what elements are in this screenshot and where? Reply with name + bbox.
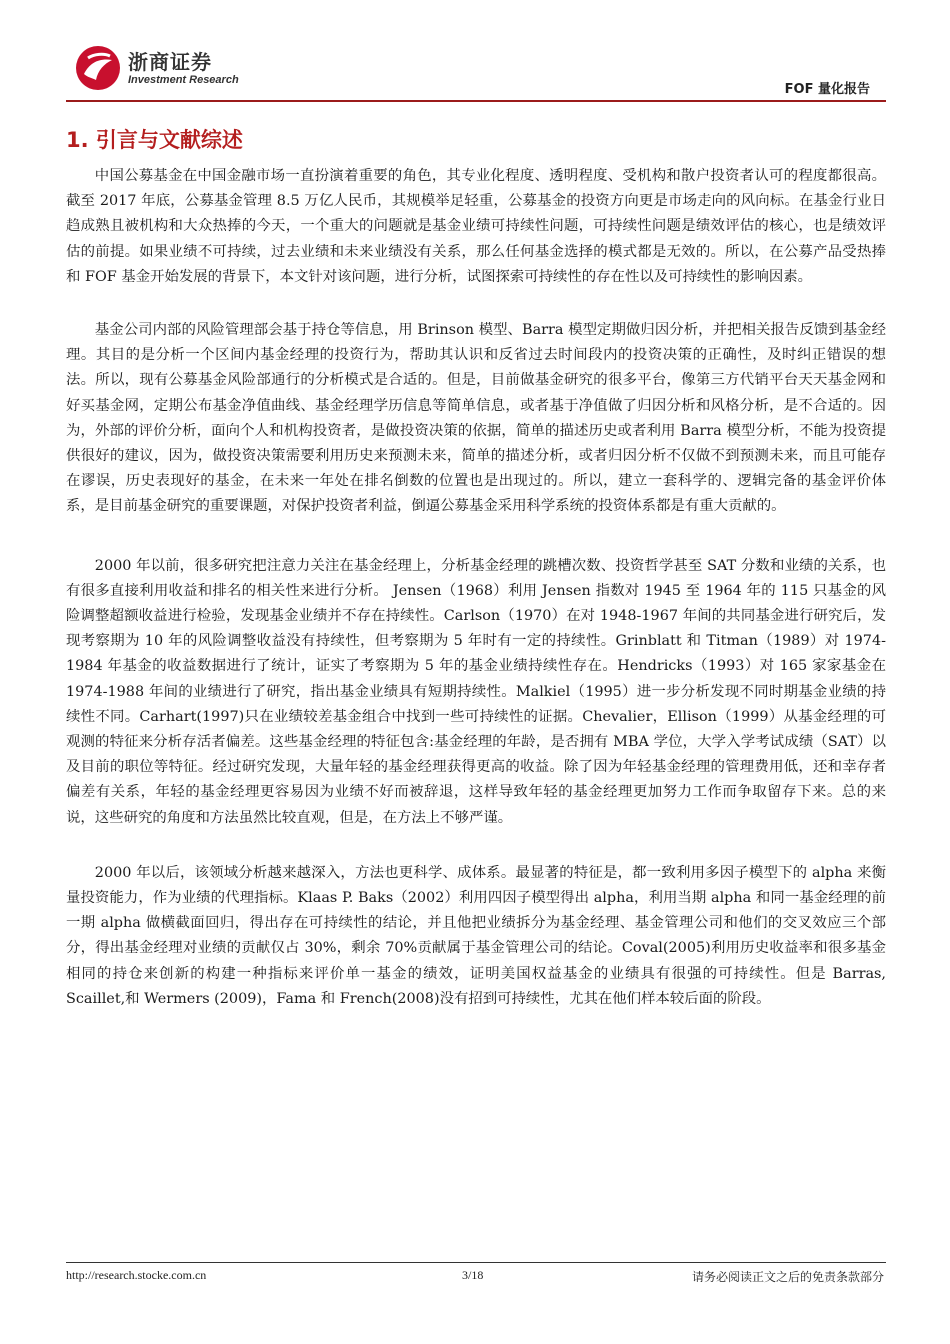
report-type-label: FOF 量化报告 bbox=[784, 82, 870, 97]
footer-divider bbox=[66, 1262, 886, 1263]
brand-name-en: Investment Research bbox=[128, 74, 239, 86]
brand-name-cn: 浙商证券 bbox=[128, 50, 212, 74]
section-title: 1. 引言与文献综述 bbox=[66, 128, 243, 152]
paragraph: 中国公募基金在中国金融市场一直扮演着重要的角色，其专业化程度、透明程度、受机构和散户投资者认可的程度都很高。截至 2017 年底，公募基金管理 8.5 万亿人民币，其规模举足轻重，公募基金的投资方向更是市场走向的风向标。在基金行业日趋成熟且被机构和大众热捧的今天，一个重大的问题就是基金业绩可持续性问题，可持续性问题是绩效评估的核心，也是绩效评估的前提。如果业绩不可持续，过去业绩和未来业绩没有关系，那么任何基金选择的模式都是无效的。所以，在公募产品受热捧和 FOF 基金开始发展的背景下，本文针对该问题，进行分析，试图探索可持续性的存在性以及可持续性的影响因素。 bbox=[66, 168, 886, 285]
page-header bbox=[0, 0, 950, 104]
page-number: 3/18 bbox=[462, 1268, 484, 1282]
body-text bbox=[66, 164, 886, 1012]
paragraph: 基金公司内部的风险管理部会基于持仓等信息，用 Brinson 模型、Barra 模型定期做归因分析，并把相关报告反馈到基金经理。其目的是分析一个区间内基金经理的投资行为，帮助其认识和反省过去时间段内的投资决策的正确性，及时纠正错误的想法。所以，现有公募基金风险部通行的分析模式是合适的。但是，目前做基金研究的很多平台，像第三方代销平台天天基金网和好买基金网，定期公布基金净值曲线、基金经理学历信息等简单信息，或者基于净值做了归因分析和风格分析，是不合适的。因为，外部的评价分析，面向个人和机构投资者，是做投资决策的依据，简单的描述历史或者利用 Barra 模型分析，不能为投资提供很好的建议，因为，做投资决策需要利用历史来预测未来，简单的描述分析，或者归因分析不仅做不到预测未来，而且可能存在谬误，历史表现好的基金，在未来一年处在排名倒数的位置也是出现过的。所以，建立一套科学的、逻辑完备的基金评价体系，是目前基金研究的重要课题，对保护投资者利益，倒逼公募基金采用科学系统的投资体系都是有重大贡献的。 bbox=[66, 322, 886, 515]
footer-url-link[interactable]: http://research.stocke.com.cn bbox=[66, 1268, 207, 1282]
paragraph: 2000 年以前，很多研究把注意力关注在基金经理上，分析基金经理的跳槽次数、投资哲学甚至 SAT 分数和业绩的关系，也有很多直接利用收益和排名的相关性来进行分析。 Jensen（1968）利用 Jensen 指数对 1945 至 1964 年的 115 只基金的风险调整超额收益进行检验，发现基金业绩并不存在持续性。Carlson（1970）在对 1948-1967 年间的共同基金进行研究后，发现考察期为 10 年的风险调整收益没有持续性，但考察期为 5 年时有一定的持续性。Grinblatt 和 Titman（1989）对 1974-1984 年基金的收益数据进行了统计，证实了考察期为 5 年的基金业绩持续性存在。Hendricks（1993）对 165 家家基金在 1974-1988 年间的业绩进行了研究，指出基金业绩具有短期持续性。Malkiel（1995）进一步分析发现不同时期基金业绩的持续性不同。Carhart(1997)只在业绩较差基金组合中找到一些可持续性的证据。Chevalier，Ellison（1999）从基金经理的可观测的特征来分析存活者偏差。这些基金经理的特征包含:基金经理的年龄，是否拥有 MBA 学位，大学入学考试成绩（SAT）以及目前的职位等特征。经过研究发现，大量年轻的基金经理获得更高的收益。除了因为年轻基金经理的管理费用低，还和幸存者偏差有关系，年轻的基金经理更容易因为业绩不好而被辞退，这样导致年轻的基金经理更加努力工作而争取留存下来。总的来说，这些研究的角度和方法虽然比较直观，但是，在方法上不够严谨。 bbox=[66, 557, 886, 826]
paragraph: 2000 年以后，该领域分析越来越深入，方法也更科学、成体系。最显著的特征是，都一致利用多因子模型下的 alpha 来衡量投资能力，作为业绩的代理指标。Klaas P. Baks（2002）利用四因子模型得出 alpha，利用当期 alpha 和同一基金经理的前一期 alpha 做横截面回归，得出存在可持续性的结论，并且他把业绩拆分为基金经理、基金管理公司和他们的交叉效应三个部分，得出基金经理对业绩的贡献仅占 30%，剩余 70%贡献属于基金管理公司的结论。Coval(2005)利用历史收益率和很多基金相同的持仓来创新的构建一种指标来评价单一基金的绩效，证明美国权益基金的业绩具有很强的可持续性。但是 Barras, Scaillet,和 Wermers (2009)，Fama 和 French(2008)没有招到可持续性，尤其在他们样本较后面的阶段。 bbox=[66, 864, 886, 1007]
footer-disclaimer: 请务必阅读正文之后的免责条款部分 bbox=[691, 1270, 884, 1284]
header-divider bbox=[66, 100, 886, 102]
logo-mark-icon bbox=[74, 44, 122, 92]
company-logo bbox=[74, 44, 239, 94]
